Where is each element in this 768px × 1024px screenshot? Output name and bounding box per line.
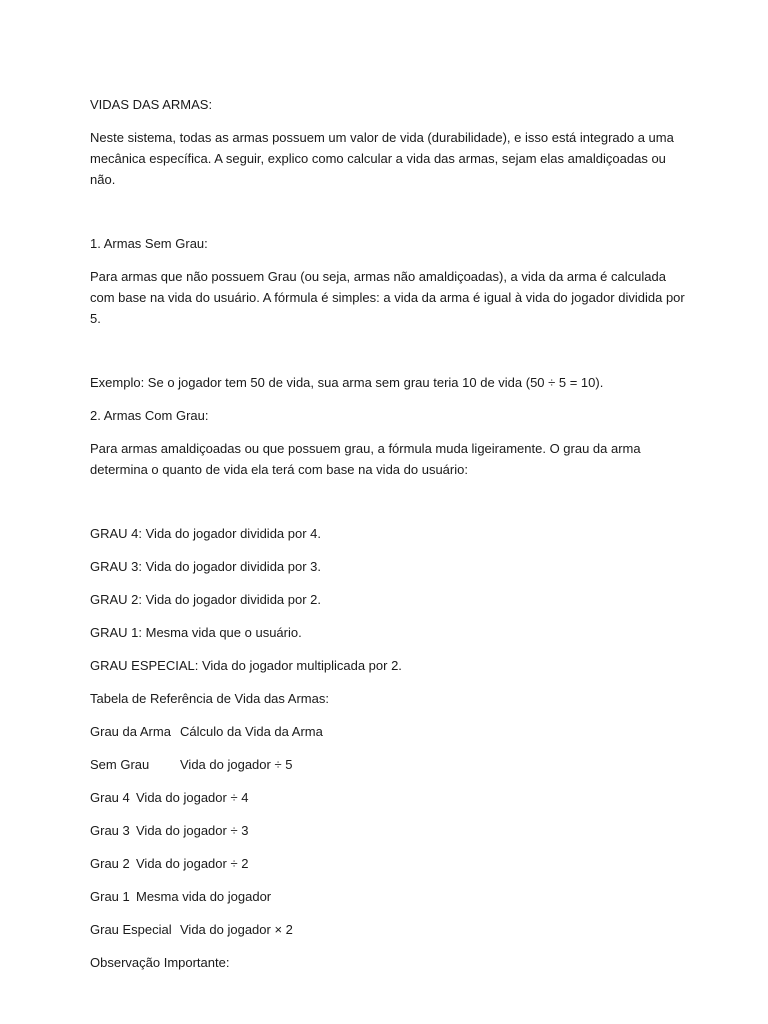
table-row: [90, 787, 690, 808]
table-header-calc: Cálculo da Vida da Arma: [180, 724, 323, 739]
document-title: VIDAS DAS ARMAS:: [90, 97, 213, 112]
section1-body: Para armas que não possuem Grau (ou seja, armas não amaldiçoadas), a vida da arma é calculada com base na vida do usuário. A fórmula é simples: a vida da arma é igual à vida do jogador dividida por 5.: [90, 269, 689, 326]
intro-paragraph: Neste sistema, todas as armas possuem um valor de vida (durabilidade), e isso está integrado a uma mecânica específica. A seguir, explico como calcular a vida das armas, sejam elas amaldiçoadas ou não.: [90, 130, 678, 187]
section2-heading: 2. Armas Com Grau:: [90, 408, 209, 423]
table-cell-calc: Vida do jogador ÷ 4: [136, 790, 249, 805]
note-heading: Observação Importante:: [90, 955, 230, 970]
section2-body: Para armas amaldiçoadas ou que possuem grau, a fórmula muda ligeiramente. O grau da arma determina o quanto de vida ela terá com base na vida do usuário:: [90, 441, 645, 477]
table-row: [90, 853, 690, 874]
table-header-row: [90, 721, 690, 742]
document-page: [90, 94, 690, 973]
table-cell-grade: Grau 2: [90, 856, 130, 871]
section1-heading: 1. Armas Sem Grau:: [90, 236, 208, 251]
table-cell-calc: Vida do jogador × 2: [180, 922, 293, 937]
table-cell-grade: Grau Especial: [90, 922, 172, 937]
table-cell-grade: Grau 4: [90, 790, 130, 805]
table-cell-grade: Grau 3: [90, 823, 130, 838]
grade-item: GRAU 1: Mesma vida que o usuário.: [90, 625, 302, 640]
table-cell-calc: Vida do jogador ÷ 5: [180, 757, 293, 772]
table-cell-calc: Vida do jogador ÷ 3: [136, 823, 249, 838]
grade-item: GRAU 4: Vida do jogador dividida por 4.: [90, 526, 322, 541]
grade-item: GRAU ESPECIAL: Vida do jogador multiplicada por 2.: [90, 658, 402, 673]
table-row: [90, 886, 690, 907]
table-header-grade: Grau da Arma: [90, 724, 171, 739]
table-cell-grade: Sem Grau: [90, 757, 150, 772]
table-row: [90, 754, 690, 775]
table-row: [90, 919, 690, 940]
table-cell-grade: Grau 1: [90, 889, 130, 904]
table-row: [90, 820, 690, 841]
grade-item: GRAU 3: Vida do jogador dividida por 3.: [90, 559, 322, 574]
table-cell-calc: Vida do jogador ÷ 2: [136, 856, 249, 871]
table-title: Tabela de Referência de Vida das Armas:: [90, 691, 329, 706]
table-cell-calc: Mesma vida do jogador: [136, 889, 272, 904]
example-paragraph: Exemplo: Se o jogador tem 50 de vida, sua arma sem grau teria 10 de vida (50 ÷ 5 = 10).: [90, 375, 604, 390]
grade-item: GRAU 2: Vida do jogador dividida por 2.: [90, 592, 322, 607]
